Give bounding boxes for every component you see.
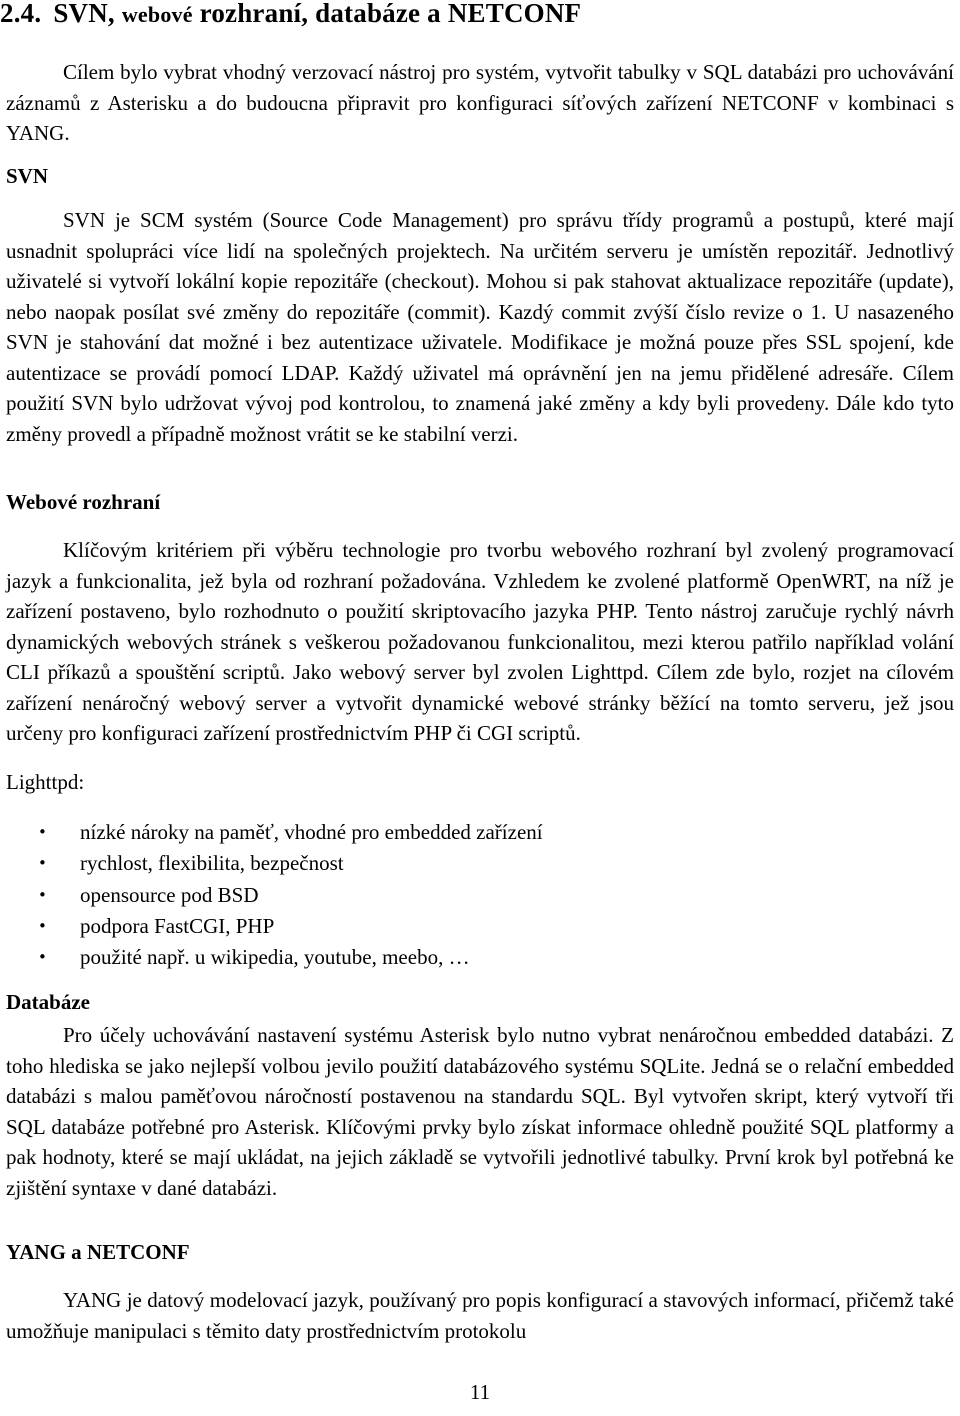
intro-paragraph: Cílem bylo vybrat vhodný verzovací nástroj pro systém, vytvořit tabulky v SQL databázi pro uchovávání záznamů z Asterisku a do budoucna připravit pro konfiguraci síťových zařízení NETCONF v kombinaci s YANG. [6,60,954,145]
bullet-icon: • [38,916,47,935]
chapter-heading [0,0,581,29]
list-item-text: podpora FastCGI, PHP [80,913,275,938]
page-number: 11 [469,1380,491,1404]
list-item-text: rychlost, flexibilita, bezpečnost [80,851,344,876]
database-paragraph: Pro účely uchovávání nastavení systému Asterisk bylo nutno vybrat nenáročnou embedded databázi. Z toho hlediska se jako nejlepší volbou jevilo použití databázového systému SQLite. Jedná se o relační embedded databázi s malou paměťovou náročností postavenou na standardu SQL. Byl vytvořen skript, který vytvoří tři SQL databáze potřebné pro Asterisk. Klíčovými prvky bylo získat informace ohledně použité SQL platformy a pak hodnoty, které se mají ukládat, na jejich základě se vytvořili jednotlivé tabulky. První krok byl potřebná ke zjištění syntaxe v dané databázi. [6,1023,954,1200]
svn-heading: SVN [6,164,49,188]
lighttpd-feature-list [6,817,543,973]
list-item-text: opensource pod BSD [80,882,259,907]
yang-paragraph: YANG je datový modelovací jazyk, používaný pro popis konfigurací a stavových informací, přičemž také umožňuje manipulaci s těmito daty prostřednictvím protokolu [6,1288,954,1343]
chapter-number: 2.4. [0,0,42,28]
list-item [6,911,543,942]
bullet-icon: • [38,823,47,841]
list-item [6,817,543,848]
database-heading: Databáze [6,990,90,1014]
list-item-text: použité např. u wikipedia, youtube, meebo, … [80,945,470,970]
svn-paragraph: SVN je SCM systém (Source Code Management) pro správu třídy programů a postupů, které mají usnadnit spolupráci více lidí na společných projektech. Na určitém serveru je umístěn repozitář. Jednotlivý uživatelé si vytvoří lokální kopie repozitáře (checkout). Mohou si pak stahovat aktualizace repozitáře (update), nebo naopak posílat své změny do repozitáře (commit). Kazdý commit zvýší číslo revize o 1. U nasazeného SVN je stahování dat možné i bez autentizace uživatele. Modifikace je možná pouze přes SSL spojení, kde autentizace se provádí pomocí LDAP. Každý uživatel má oprávnění jen na jemu přidělené adresáře. Cílem použití SVN bylo udržovat vývoj pod kontrolou, to znamená jaké změny a kdy byli provedeny. Dále kdo tyto změny provedl a případně možnost vrátit se ke stabilní verzi. [6,208,954,446]
web-heading: Webové rozhraní [6,490,161,514]
yang-heading: YANG a NETCONF [6,1240,190,1264]
list-item [6,880,543,911]
chapter-title-part2: webové [121,2,193,27]
list-item [6,848,543,879]
bullet-icon: • [38,948,47,967]
bullet-icon: • [38,885,47,904]
lighttpd-label: Lighttpd: [6,770,85,794]
list-item-text: nízké nároky na paměť, vhodné pro embedded zařízení [80,820,543,844]
web-paragraph: Klíčovým kritériem při výběru technologie pro tvorbu webového rozhraní byl zvolený programovací jazyk a funkcionalita, jež byla od rozhraní požadována. Vzhledem ke zvolené platformě OpenWRT, na níž je zařízení postaveno, bylo rozhodnuto o použití skriptovacího jazyka PHP. Tento nástroj zaručuje rychlý návrh dynamických webových stránek s veškerou požadovanou funkcionalitou, mezi kterou patřilo například volání CLI příkazů a spouštění scriptů. Jako webový server byl zvolen Lighttpd. Cílem zde bylo, rozjet na cílovém zařízení nenáročný webový server a vytvořit dynamické webové stránky běžící na tomto serveru, jež jsou určeny pro konfiguraci zařízení prostřednictvím PHP či CGI scriptů. [6,538,954,745]
bullet-icon: • [38,854,47,873]
chapter-title-part3: rozhraní, databáze a NETCONF [192,0,582,28]
list-item [6,942,543,973]
chapter-title-part1: SVN, [53,0,122,28]
